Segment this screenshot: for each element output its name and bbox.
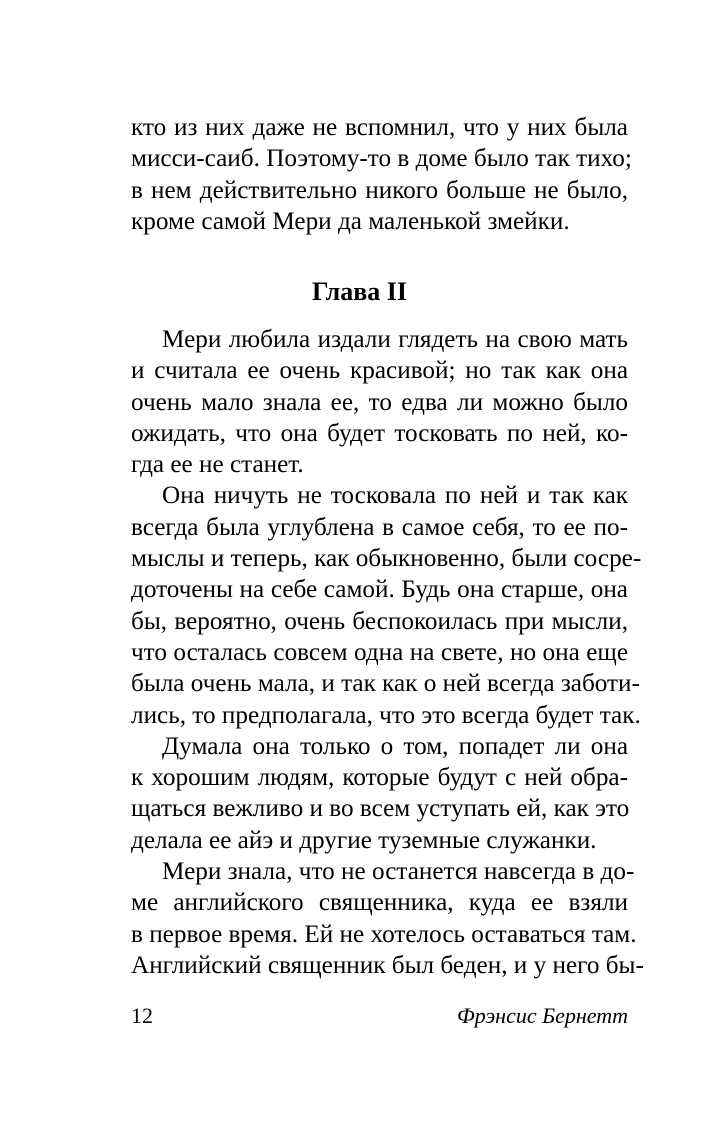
page-number: 12 <box>131 1003 153 1028</box>
text-line: лись, то предполагала, что это всегда будет так. <box>131 701 641 729</box>
text-line: к хорошим людям, которые будут с ней обра- <box>131 764 628 792</box>
text-line: и считала ее очень красивой; но так как она <box>131 357 628 385</box>
text-line: щаться вежливо и во всем уступать ей, как это <box>131 795 630 823</box>
text-line: Мери любила издали глядеть на свою мать <box>162 326 628 353</box>
running-footer-author: Фрэнсис Бернетт <box>457 1003 628 1028</box>
text-line: мисси-саиб. Поэтому-то в доме было так тихо; <box>131 145 632 173</box>
text-line: гда ее не станет. <box>131 451 304 479</box>
text-line: бы, вероятно, очень беспокоилась при мысли, <box>131 607 628 635</box>
continued-paragraph <box>131 112 632 237</box>
text-line: кроме самой Мери да маленькой змейки. <box>131 207 570 235</box>
text-line: всегда была углублена в самое себя, то ее по- <box>131 513 628 541</box>
chapter-title: Глава II <box>312 277 407 306</box>
text-line: доточены на себе самой. Будь она старше, она <box>131 576 628 604</box>
text-line: Английский священник был беден, и у него бы- <box>131 951 644 979</box>
text-line: в нем действительно никого больше не было, <box>131 176 628 204</box>
text-line: делала ее айэ и другие туземные служанки. <box>131 826 597 854</box>
text-line: кто из них даже не вспомнил, что у них была <box>131 114 628 141</box>
text-line: Она ничуть не тосковала по ней и так как <box>162 482 628 510</box>
text-line: очень мало знала ее, то едва ли можно было <box>131 388 628 416</box>
text-line: ожидать, что она будет тосковать по ней, ко- <box>131 419 628 447</box>
text-line: ме английского священника, куда ее взяли <box>131 889 628 917</box>
text-line: в первое время. Ей не хотелось оставаться там. <box>131 920 637 948</box>
chapter-body <box>131 324 644 981</box>
text-line: была очень мала, и так как о ней всегда заботи- <box>131 670 640 698</box>
text-line: Думала она только о том, попадет ли она <box>162 732 628 760</box>
text-line: мыслы и теперь, как обыкновенно, были сосре- <box>131 545 642 573</box>
text-line: Мери знала, что не останется навсегда в до- <box>162 858 635 886</box>
text-line: что осталась совсем одна на свете, но она еще <box>131 638 628 666</box>
